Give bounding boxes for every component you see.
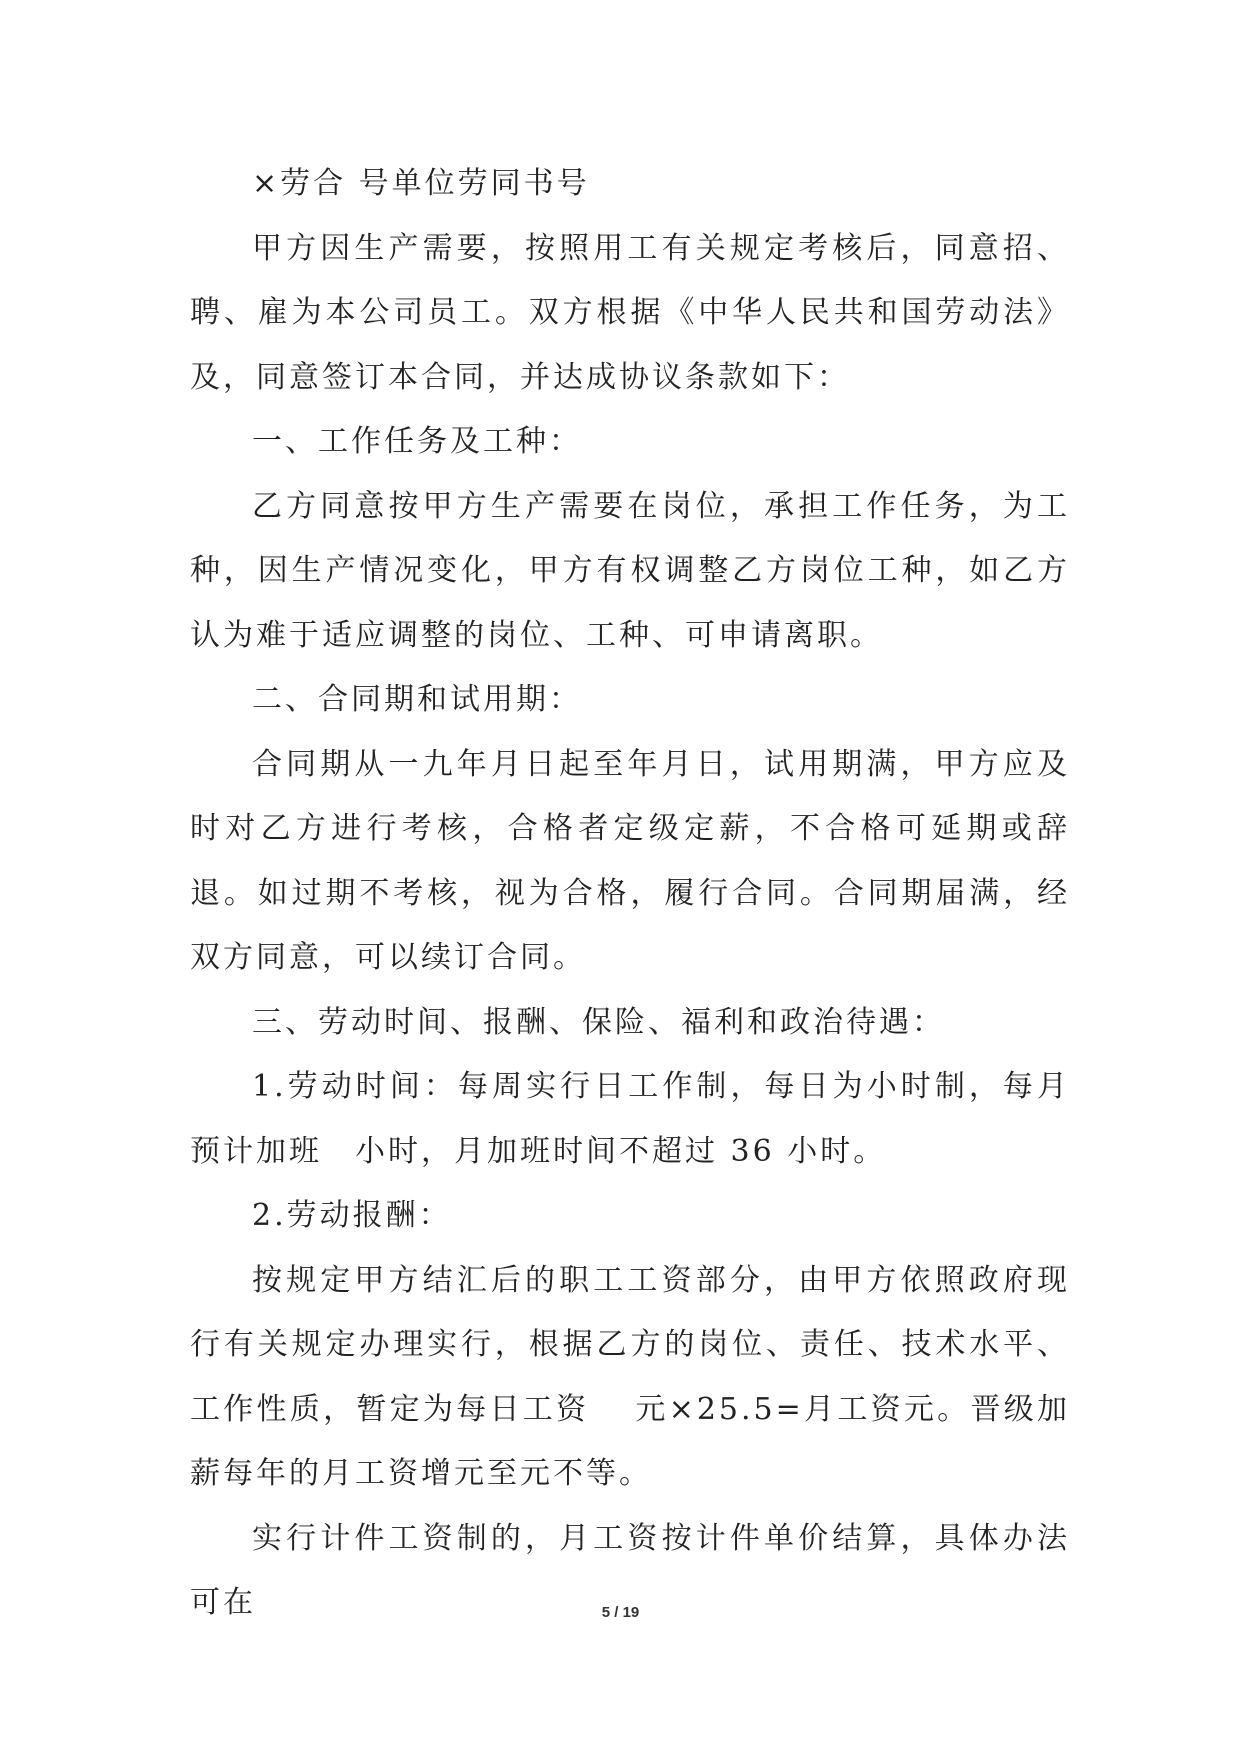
preamble-paragraph: 甲方因生产需要，按照用工有关规定考核后，同意招、聘、雇为本公司员工。双方根据《中华人民共和国劳动法》及，同意签订本合同，并达成协议条款如下： <box>190 230 1070 395</box>
piecework-paragraph: 实行计件工资制的，月工资按计件单价结算，具体办法可在 <box>190 1520 1070 1620</box>
contract-period-paragraph: 合同期从一九年月日起至年月日，试用期满，甲方应及时对乙方进行考核，合格者定级定薪，不合格可延期或辞退。如过期不考核，视为合格，履行合同。合同期届满，经双方同意，可以续订合同。 <box>190 746 1070 975</box>
work-tasks-paragraph: 乙方同意按甲方生产需要在岗位，承担工作任务，为工种，因生产情况变化，甲方有权调整乙方岗位工种，如乙方认为难于适应调整的岗位、工种、可申请离职。 <box>190 488 1070 653</box>
section-heading-contract-period: 二、合同期和试用期： <box>252 682 582 717</box>
working-hours-paragraph: 1.劳动时间：每周实行日工作制，每日为小时制，每月预计加班 小时，月加班时间不超过 36 小时。 <box>190 1069 1070 1169</box>
remuneration-paragraph: 按规定甲方结汇后的职工工资部分，由甲方依照政府现行有关规定办理实行，根据乙方的岗位、责任、技术水平、工作性质，暂定为每日工资 元×25.5=月工资元。晋级加薪每年的月工资增元至元不等。 <box>190 1262 1070 1491</box>
subheading-remuneration: 2.劳动报酬： <box>252 1198 452 1233</box>
section-heading-work-tasks: 一、工作任务及工种： <box>252 424 582 459</box>
contract-number-line: ×劳合 号单位劳同书号 <box>252 166 590 201</box>
document-body <box>190 152 1070 1636</box>
section-heading-working-conditions: 三、劳动时间、报酬、保险、福利和政治待遇： <box>252 1004 945 1040</box>
page-number: 5 / 19 <box>601 1604 640 1621</box>
